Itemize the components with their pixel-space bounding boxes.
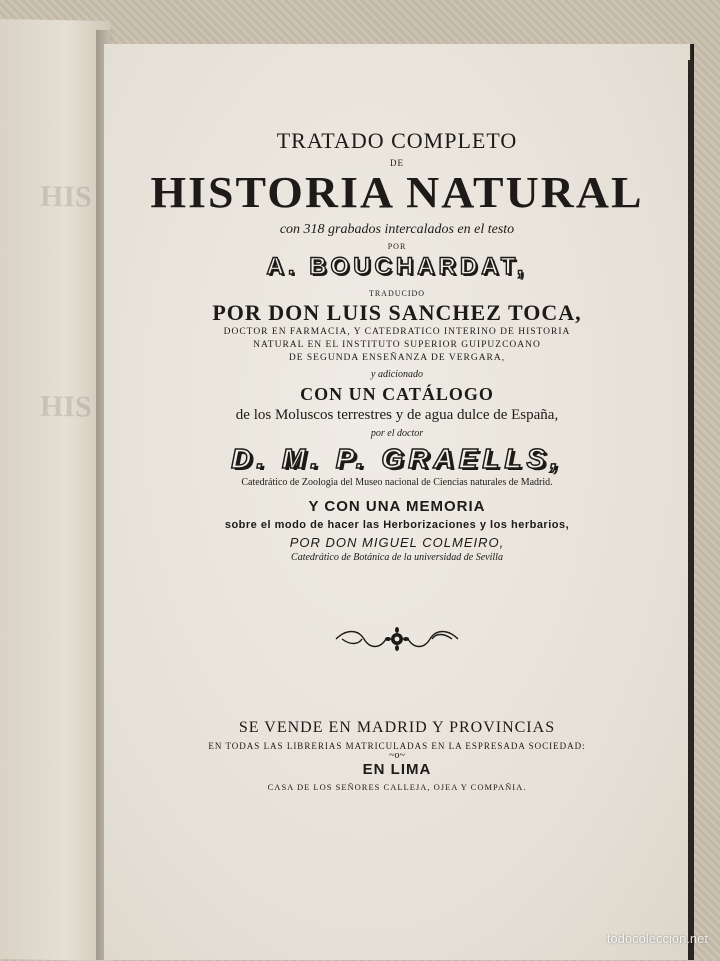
colmeiro-name: POR DON MIGUEL COLMEIRO, [289,535,505,550]
por-line: POR [387,242,407,251]
todas-line: EN TODAS LAS LIBRERIAS MATRICULADAS EN LA ESPRESADA SOCIEDAD: [208,741,586,751]
memoria-heading: Y CON UNA MEMORIA [308,498,486,515]
grabados-line: con 318 grabados intercalados en el testo [279,222,515,237]
adicionado-line: y adicionado [371,369,423,380]
heading-de: DE [390,158,404,168]
tilde-ornament: ~o~ [389,750,405,761]
casa-line: CASA DE LOS SEÑORES CALLEJA, OJEA Y COMPAÑIA. [267,782,527,792]
title-page [104,44,690,960]
moluscos-line: de los Moluscos terrestres y de agua dulce de España, [235,407,559,423]
traducido-line: TRADUCIDO [368,289,426,298]
watermark: todocoleccion.net [606,931,708,946]
title-page-content [104,124,690,792]
graells-desc: Catedrático de Zoologia del Museo nacional de Ciencias naturales de Madrid. [241,477,553,488]
author-name: A. BOUCHARDAT, [266,253,528,280]
lima-line: EN LIMA [362,761,432,778]
modo-line: sobre el modo de hacer las Herborizaciones y los herbarios, [224,519,570,531]
catalogo-heading: CON UN CATÁLOGO [300,384,494,404]
graells-name: D. M. P. GRAELLS, [231,443,563,474]
left-page-ghost-text: HIS [40,389,92,424]
translator-desc: DE SEGUNDA ENSEÑANZA DE VERGARA, [288,353,506,363]
left-page [0,19,110,961]
left-page-ghost-text: HIS [40,179,92,214]
colmeiro-desc: Catedrático de Botánica de la universidad de Sevilla [291,552,503,563]
translator-desc: DOCTOR EN FARMACIA, Y CATEDRATICO INTERINO DE HISTORIA [223,327,571,337]
book-cover-edge [688,60,694,960]
vende-line: SE VENDE EN MADRID Y PROVINCIAS [238,719,556,736]
translator-name: POR DON LUIS SANCHEZ TOCA, [212,300,582,325]
por-doctor-line: por el doctor [370,428,424,439]
main-title: HISTORIA NATURAL [150,168,644,217]
translator-desc: NATURAL EN EL INSTITUTO SUPERIOR GUIPUZCOANO [253,340,541,350]
ornament-icon [332,627,462,651]
heading-tratado: TRATADO COMPLETO [276,128,518,153]
